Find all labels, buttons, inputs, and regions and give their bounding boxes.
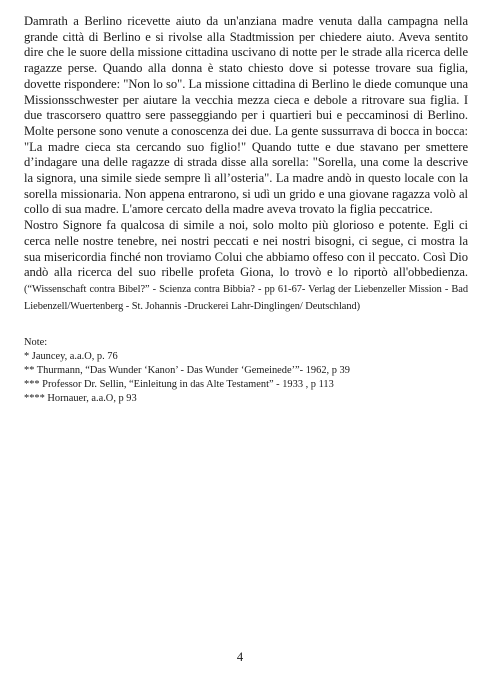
body-text (24, 14, 468, 314)
footnote-item: ** Thurmann, “Das Wunder ‘Kanon’ - Das Wunder ‘Gemeinede’”- 1962, p 39 (24, 364, 350, 376)
source-citation: (“Wissenschaft contra Bibel?” - Scienza contra Bibbia? - pp 61-67- Verlag der Liebenzeller Mission - Bad Liebenzell/Wuertenberg - St. Johannis -Druckerei Lahr-Dinglingen/ Deutschland) (24, 283, 468, 312)
footnotes-heading: Note: (24, 337, 48, 348)
footnotes (24, 336, 464, 406)
paragraph-our-lord (24, 218, 468, 314)
paragraph-our-lord-text: Nostro Signore fa qualcosa di simile a noi, solo molto più glorioso e potente. Egli ci cerca nelle nostre tenebre, nei nostri peccati e nei nostri bisogni, ci segue, ci mostra la sua misericordia finché non troviamo Colui che abbiamo offeso con il peccato. Così Dio andò alla ricerca del suo ribelle profeta Giona, lo trovò e lo riportò all'obbedienza. (24, 218, 468, 280)
footnote-item: * Jauncey, a.a.O, p. 76 (24, 350, 118, 362)
footnote-item: *** Professor Dr. Sellin, “Einleitung in das Alte Testament” - 1933 , p 113 (24, 378, 334, 390)
page-number: 4 (236, 650, 244, 664)
footnote-item: **** Hornauer, a.a.O, p 93 (24, 392, 137, 404)
paragraph-berlin-story: Damrath a Berlino ricevette aiuto da un'anziana madre venuta dalla campagna nella grande città di Berlino e si rivolse alla Stadtmission per chiedere aiuto. Aveva sentito dire che le suore della missione cittadina uscivano di notte per le strade alla ricerca delle ragazze perse. Quando alla donna è stato chiesto dove si potesse trovare sua figlia, dovette rispondere: "Non lo so". La missione cittadina di Berlino le diede comunque una Missionsschwester per aiutare la vecchia mezza cieca e debole a ritrovare sua figlia. I due trascorsero quattro sere passeggiando per i quartieri bui e peccaminosi di Berlino. Molte persone sono venute a conoscenza dei due. La gente sussurrava di bocca in bocca: "La madre cieca sta cercando suo figlio!" Quando tutte e due stavano per smettere d’indagare una delle ragazze di strada disse alla sorella: "Sorella, una come la descrive la signora, una simile siede sempre lì all’osteria". La madre andò in questo locale con la sorella missionaria. Non appena entrarono, si udì un grido e una giovane ragazza volò al collo di sua madre. L'amore cercato della madre aveva trovato la figlia peccatrice. (24, 14, 468, 217)
